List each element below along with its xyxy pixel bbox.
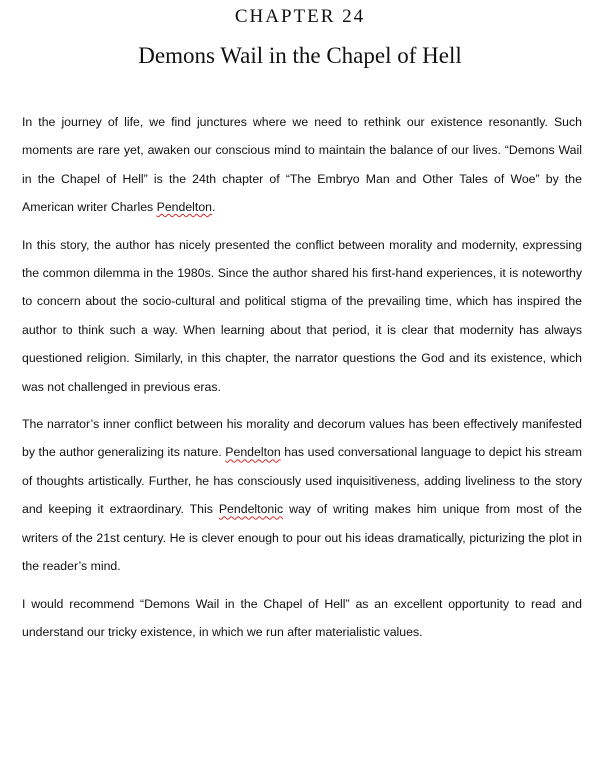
paragraph-text: . — [212, 200, 216, 215]
chapter-number: CHAPTER 24 — [234, 6, 366, 27]
paragraph-text: way of writing makes him unique from most of the writers of the 21st century. He is clever enough to pour out his ideas dramatically, picturizing the plot in the reader’s mind. — [22, 502, 582, 574]
paragraph-text: I would recommend “Demons Wail in the Chapel of Hell” as an excellent opportunity to read and understand our tricky existence, in which we run after materialistic values. — [22, 596, 582, 639]
misspelled-word[interactable]: Pendelton — [225, 445, 281, 460]
paragraph-1 — [22, 108, 582, 222]
paragraph-4 — [22, 590, 582, 647]
misspelled-word[interactable]: Pendelton — [156, 200, 213, 215]
paragraph-text: In this story, the author has nicely presented the conflict between morality and modernity, expressing the common dilemma in the 1980s. Since the author shared his first-hand experiences, it is noteworthy to concern about the socio-cultural and political stigma of the prevailing time, which has inspired the author to think such a way. When learning about that period, it is clear that modernity has always questioned religion. Similarly, in this chapter, the narrator questions the God and its existence, which was not challenged in previous eras. — [22, 237, 582, 394]
misspelled-word[interactable]: Pendeltonic — [218, 502, 284, 517]
chapter-title: Demons Wail in the Chapel of Hell — [138, 43, 462, 68]
paragraph-text: has used conversational language to depict his stream of thoughts artistically. Further, he has consciously used inquisitiveness, adding liveliness to the story and keeping it extraordinary. This — [22, 445, 583, 517]
document-body — [22, 108, 582, 655]
paragraph-text: The narrator’s inner conflict between his morality and decorum values has been effectively manifested by the author generalizing its nature. — [22, 417, 582, 460]
paragraph-text: In the journey of life, we find junctures where we need to rethink our existence resonantly. Such moments are rare yet, awaken our conscious mind to maintain the balance of our lives. “Demons Wail in the Chapel of Hell” is the 24th chapter of “The Embryo Man and Other Tales of Woe” by the American writer Charles — [22, 115, 582, 215]
paragraph-2 — [22, 231, 582, 401]
paragraph-3 — [22, 410, 582, 580]
